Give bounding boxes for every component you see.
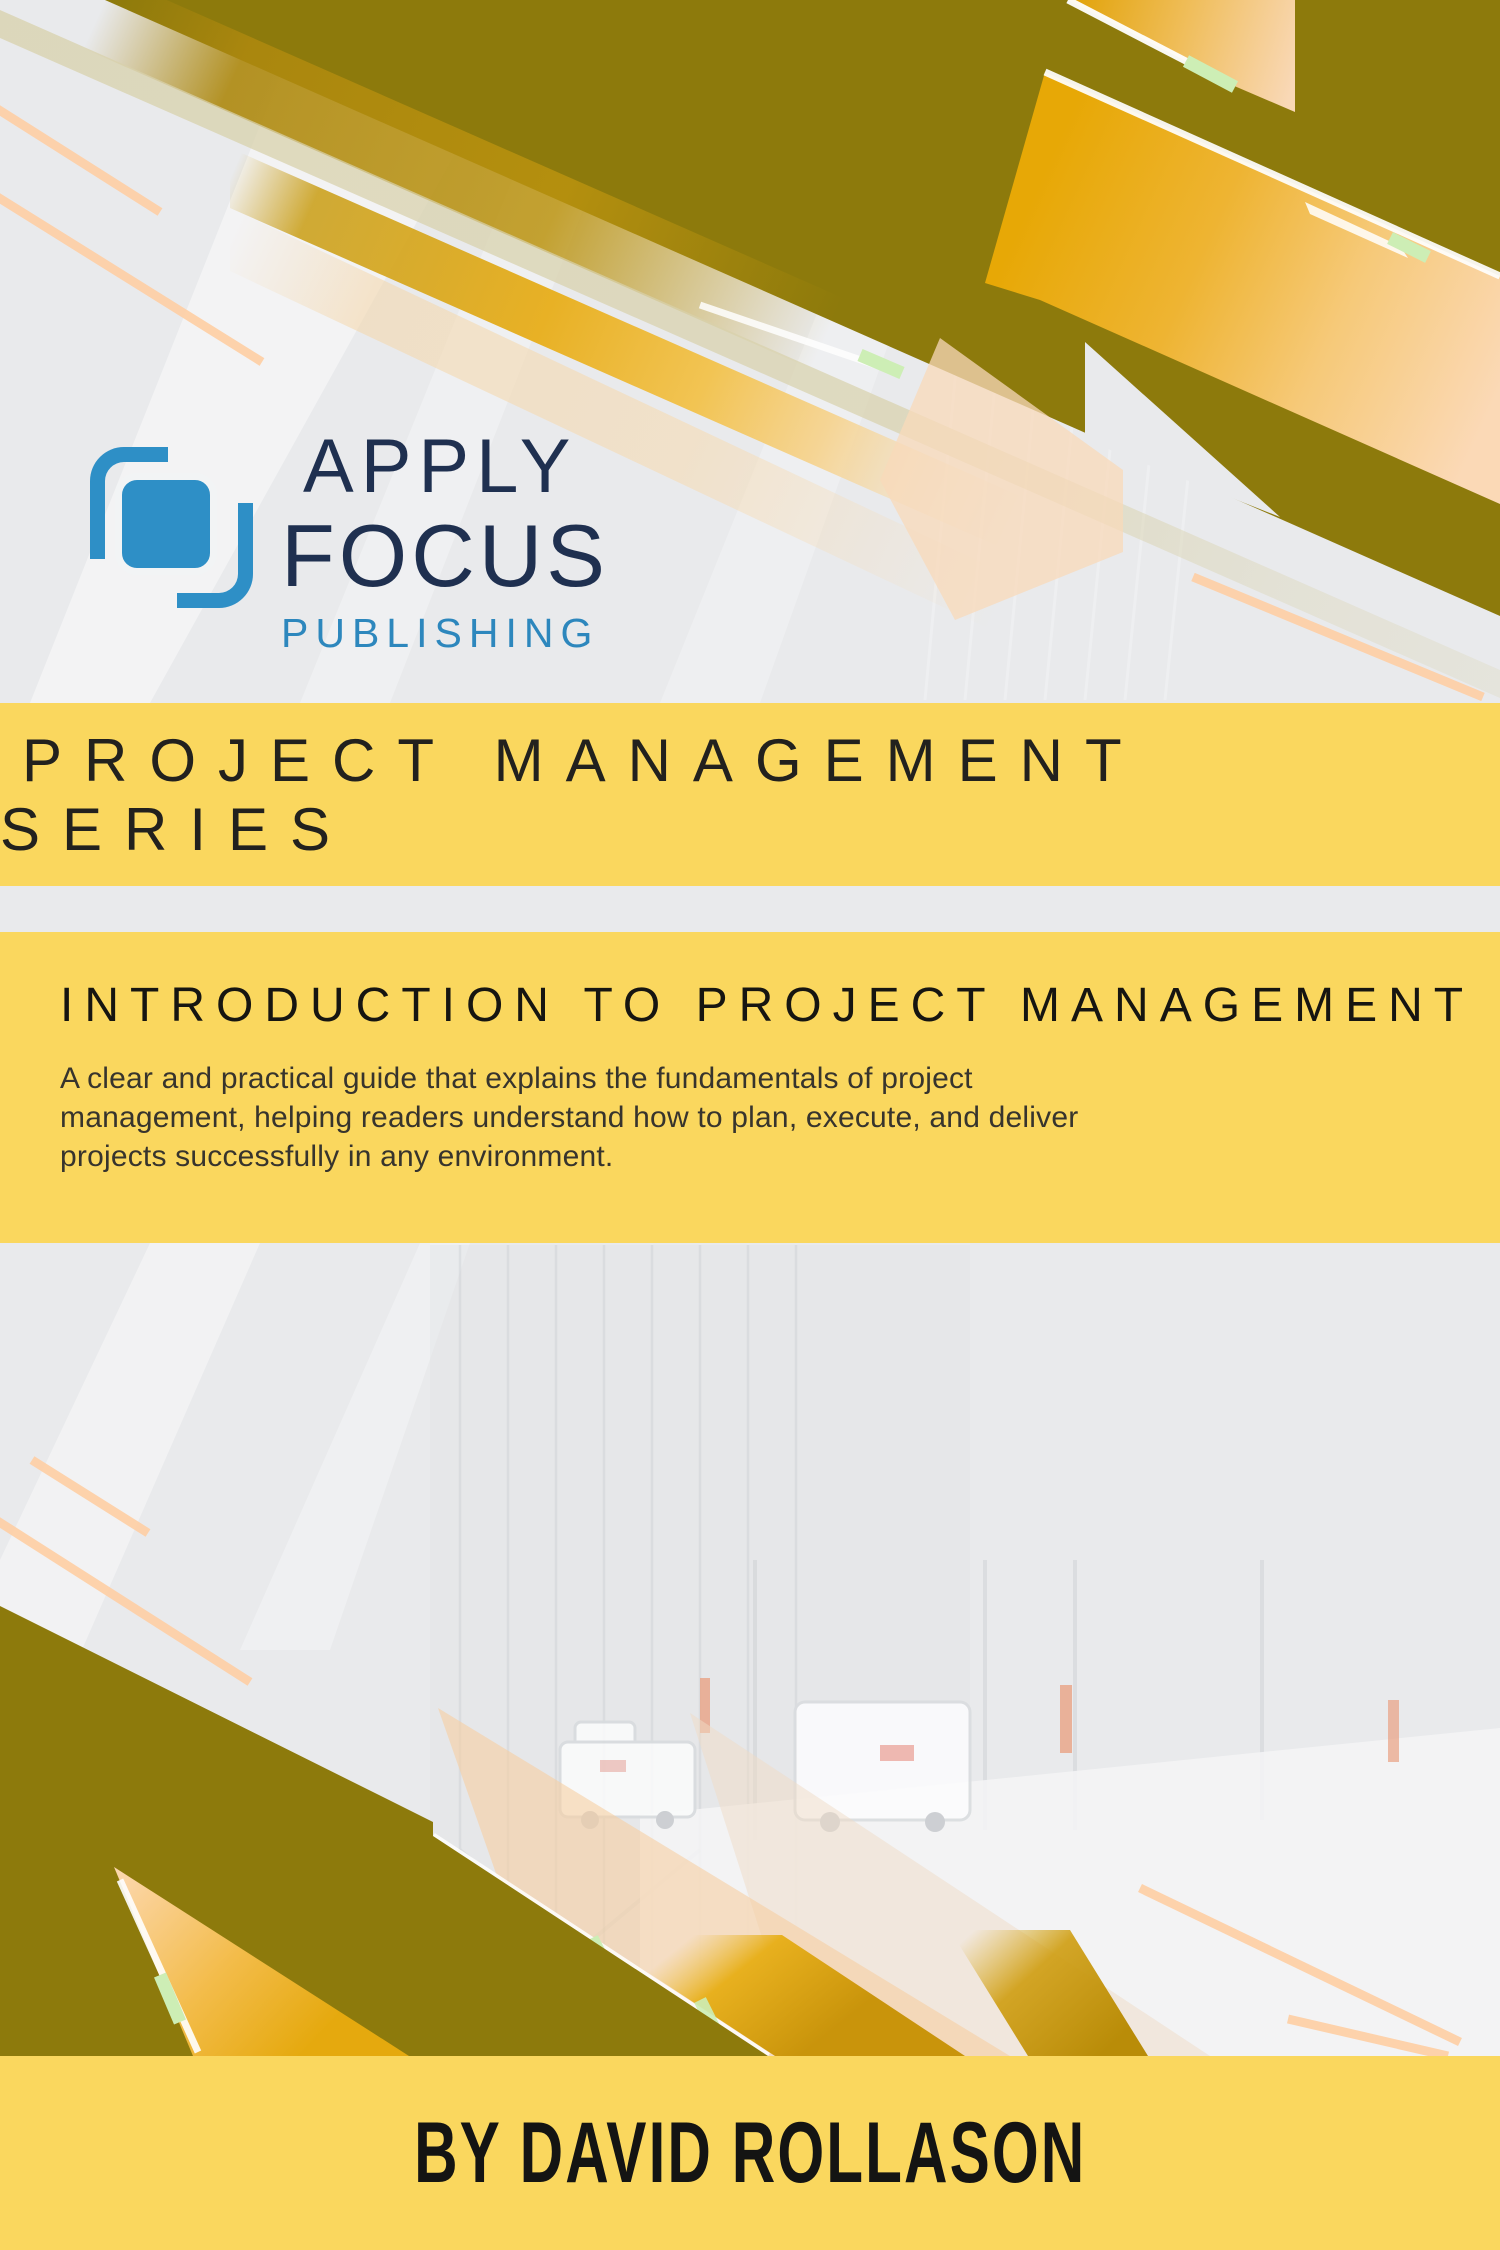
book-description <box>60 1059 1440 1176</box>
publisher-name <box>281 424 609 656</box>
author-name: BY DAVID ROLLASON <box>413 2104 1087 2201</box>
title-banner <box>0 932 1500 1243</box>
description-line: A clear and practical guide that explains the fundamentals of project <box>60 1062 973 1095</box>
overlapping-squares-icon <box>85 437 265 612</box>
publisher-name-line1: APPLY <box>303 424 578 509</box>
publisher-name-line2: FOCUS <box>281 506 609 605</box>
book-title: INTRODUCTION TO PROJECT MANAGEMENT <box>60 979 1475 1032</box>
description-line: management, helping readers understand how to plan, execute, and deliver <box>60 1101 1079 1134</box>
icon-corner-bottom-right <box>177 503 253 608</box>
author-banner <box>0 2056 1500 2250</box>
description-line: projects successfully in any environment. <box>60 1140 614 1173</box>
series-banner <box>0 703 1500 886</box>
publisher-logo <box>85 424 725 659</box>
series-title: PROJECT MANAGEMENT SERIES <box>0 726 1143 863</box>
publisher-name-line3: PUBLISHING <box>281 610 600 656</box>
